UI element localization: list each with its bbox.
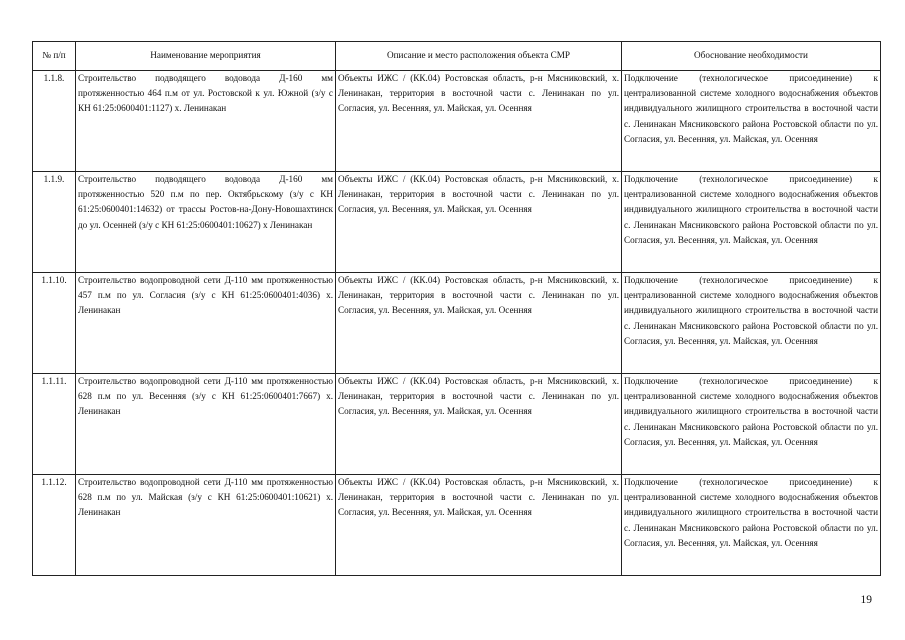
row-justification: Подключение (технологическое присоединение) к централизованной системе холодного водоснабжения объектов индивидуального жилищного строительства в восточной части с. Ленинакан Мясниковского района Ростовской области по ул. Согласия, ул. Весенняя, ул. Майская, ул. Осенняя [622,172,881,273]
table-row [33,71,881,172]
row-justification: Подключение (технологическое присоединение) к централизованной системе холодного водоснабжения объектов индивидуального жилищного строительства в восточной части с. Ленинакан Мясниковского района Ростовской области по ул. Согласия, ул. Весенняя, ул. Майская, ул. Осенняя [622,374,881,475]
header-description: Описание и место расположения объекта СМР [336,42,622,71]
table-row [33,273,881,374]
row-name: Строительство подводящего водовода Д-160 мм протяженностью 464 п.м от ул. Ростовской к ул. Южной (з/у с КН 61:25:0600401:1127) х. Ленинакан [76,71,336,172]
row-number: 1.1.8. [33,71,76,172]
row-description: Объекты ИЖС / (КК.04) Ростовская область, р-н Мясниковский, х. Ленинакан, территория в восточной части с. Ленинакан по ул. Согласия, ул. Весенняя, ул. Майская, ул. Осенняя [336,475,622,576]
header-number: № п/п [33,42,76,71]
row-description: Объекты ИЖС / (КК.04) Ростовская область, р-н Мясниковский, х. Ленинакан, территория в восточной части с. Ленинакан по ул. Согласия, ул. Весенняя, ул. Майская, ул. Осенняя [336,172,622,273]
row-number: 1.1.9. [33,172,76,273]
row-justification: Подключение (технологическое присоединение) к централизованной системе холодного водоснабжения объектов индивидуального жилищного строительства в восточной части с. Ленинакан Мясниковского района Ростовской области по ул. Согласия, ул. Весенняя, ул. Майская, ул. Осенняя [622,71,881,172]
table-row [33,374,881,475]
row-number: 1.1.10. [33,273,76,374]
row-name: Строительство подводящего водовода Д-160 мм протяженностью 520 п.м по пер. Октябрьскому (з/у с КН 61:25:0600401:14632) от трассы Ростов-на-Дону-Новошахтинск до ул. Осенней (з/у с КН 61:25:0600401:10627) х Ленинакан [76,172,336,273]
measures-table [32,41,881,576]
row-name: Строительство водопроводной сети Д-110 мм протяженностью 628 п.м по ул. Майская (з/у с КН 61:25:0600401:10621) х. Ленинакан [76,475,336,576]
header-justification: Обоснование необходимости [622,42,881,71]
row-number: 1.1.12. [33,475,76,576]
row-justification: Подключение (технологическое присоединение) к централизованной системе холодного водоснабжения объектов индивидуального жилищного строительства в восточной части с. Ленинакан Мясниковского района Ростовской области по ул. Согласия, ул. Весенняя, ул. Майская, ул. Осенняя [622,273,881,374]
table-header-row [33,42,881,71]
page-number: 19 [860,594,872,606]
row-number: 1.1.11. [33,374,76,475]
row-description: Объекты ИЖС / (КК.04) Ростовская область, р-н Мясниковский, х. Ленинакан, территория в восточной части с. Ленинакан по ул. Согласия, ул. Весенняя, ул. Майская, ул. Осенняя [336,273,622,374]
header-name: Наименование мероприятия [76,42,336,71]
table-row [33,172,881,273]
row-justification: Подключение (технологическое присоединение) к централизованной системе холодного водоснабжения объектов индивидуального жилищного строительства в восточной части с. Ленинакан Мясниковского района Ростовской области по ул. Согласия, ул. Весенняя, ул. Майская, ул. Осенняя [622,475,881,576]
table-row [33,475,881,576]
row-name: Строительство водопроводной сети Д-110 мм протяженностью 628 п.м по ул. Весенняя (з/у с КН 61:25:0600401:7667) х. Ленинакан [76,374,336,475]
row-name: Строительство водопроводной сети Д-110 мм протяженностью 457 п.м по ул. Согласия (з/у с КН 61:25:0600401:4036) х. Ленинакан [76,273,336,374]
row-description: Объекты ИЖС / (КК.04) Ростовская область, р-н Мясниковский, х. Ленинакан, территория в восточной части с. Ленинакан по ул. Согласия, ул. Весенняя, ул. Майская, ул. Осенняя [336,71,622,172]
row-description: Объекты ИЖС / (КК.04) Ростовская область, р-н Мясниковский, х. Ленинакан, территория в восточной части с. Ленинакан по ул. Согласия, ул. Весенняя, ул. Майская, ул. Осенняя [336,374,622,475]
